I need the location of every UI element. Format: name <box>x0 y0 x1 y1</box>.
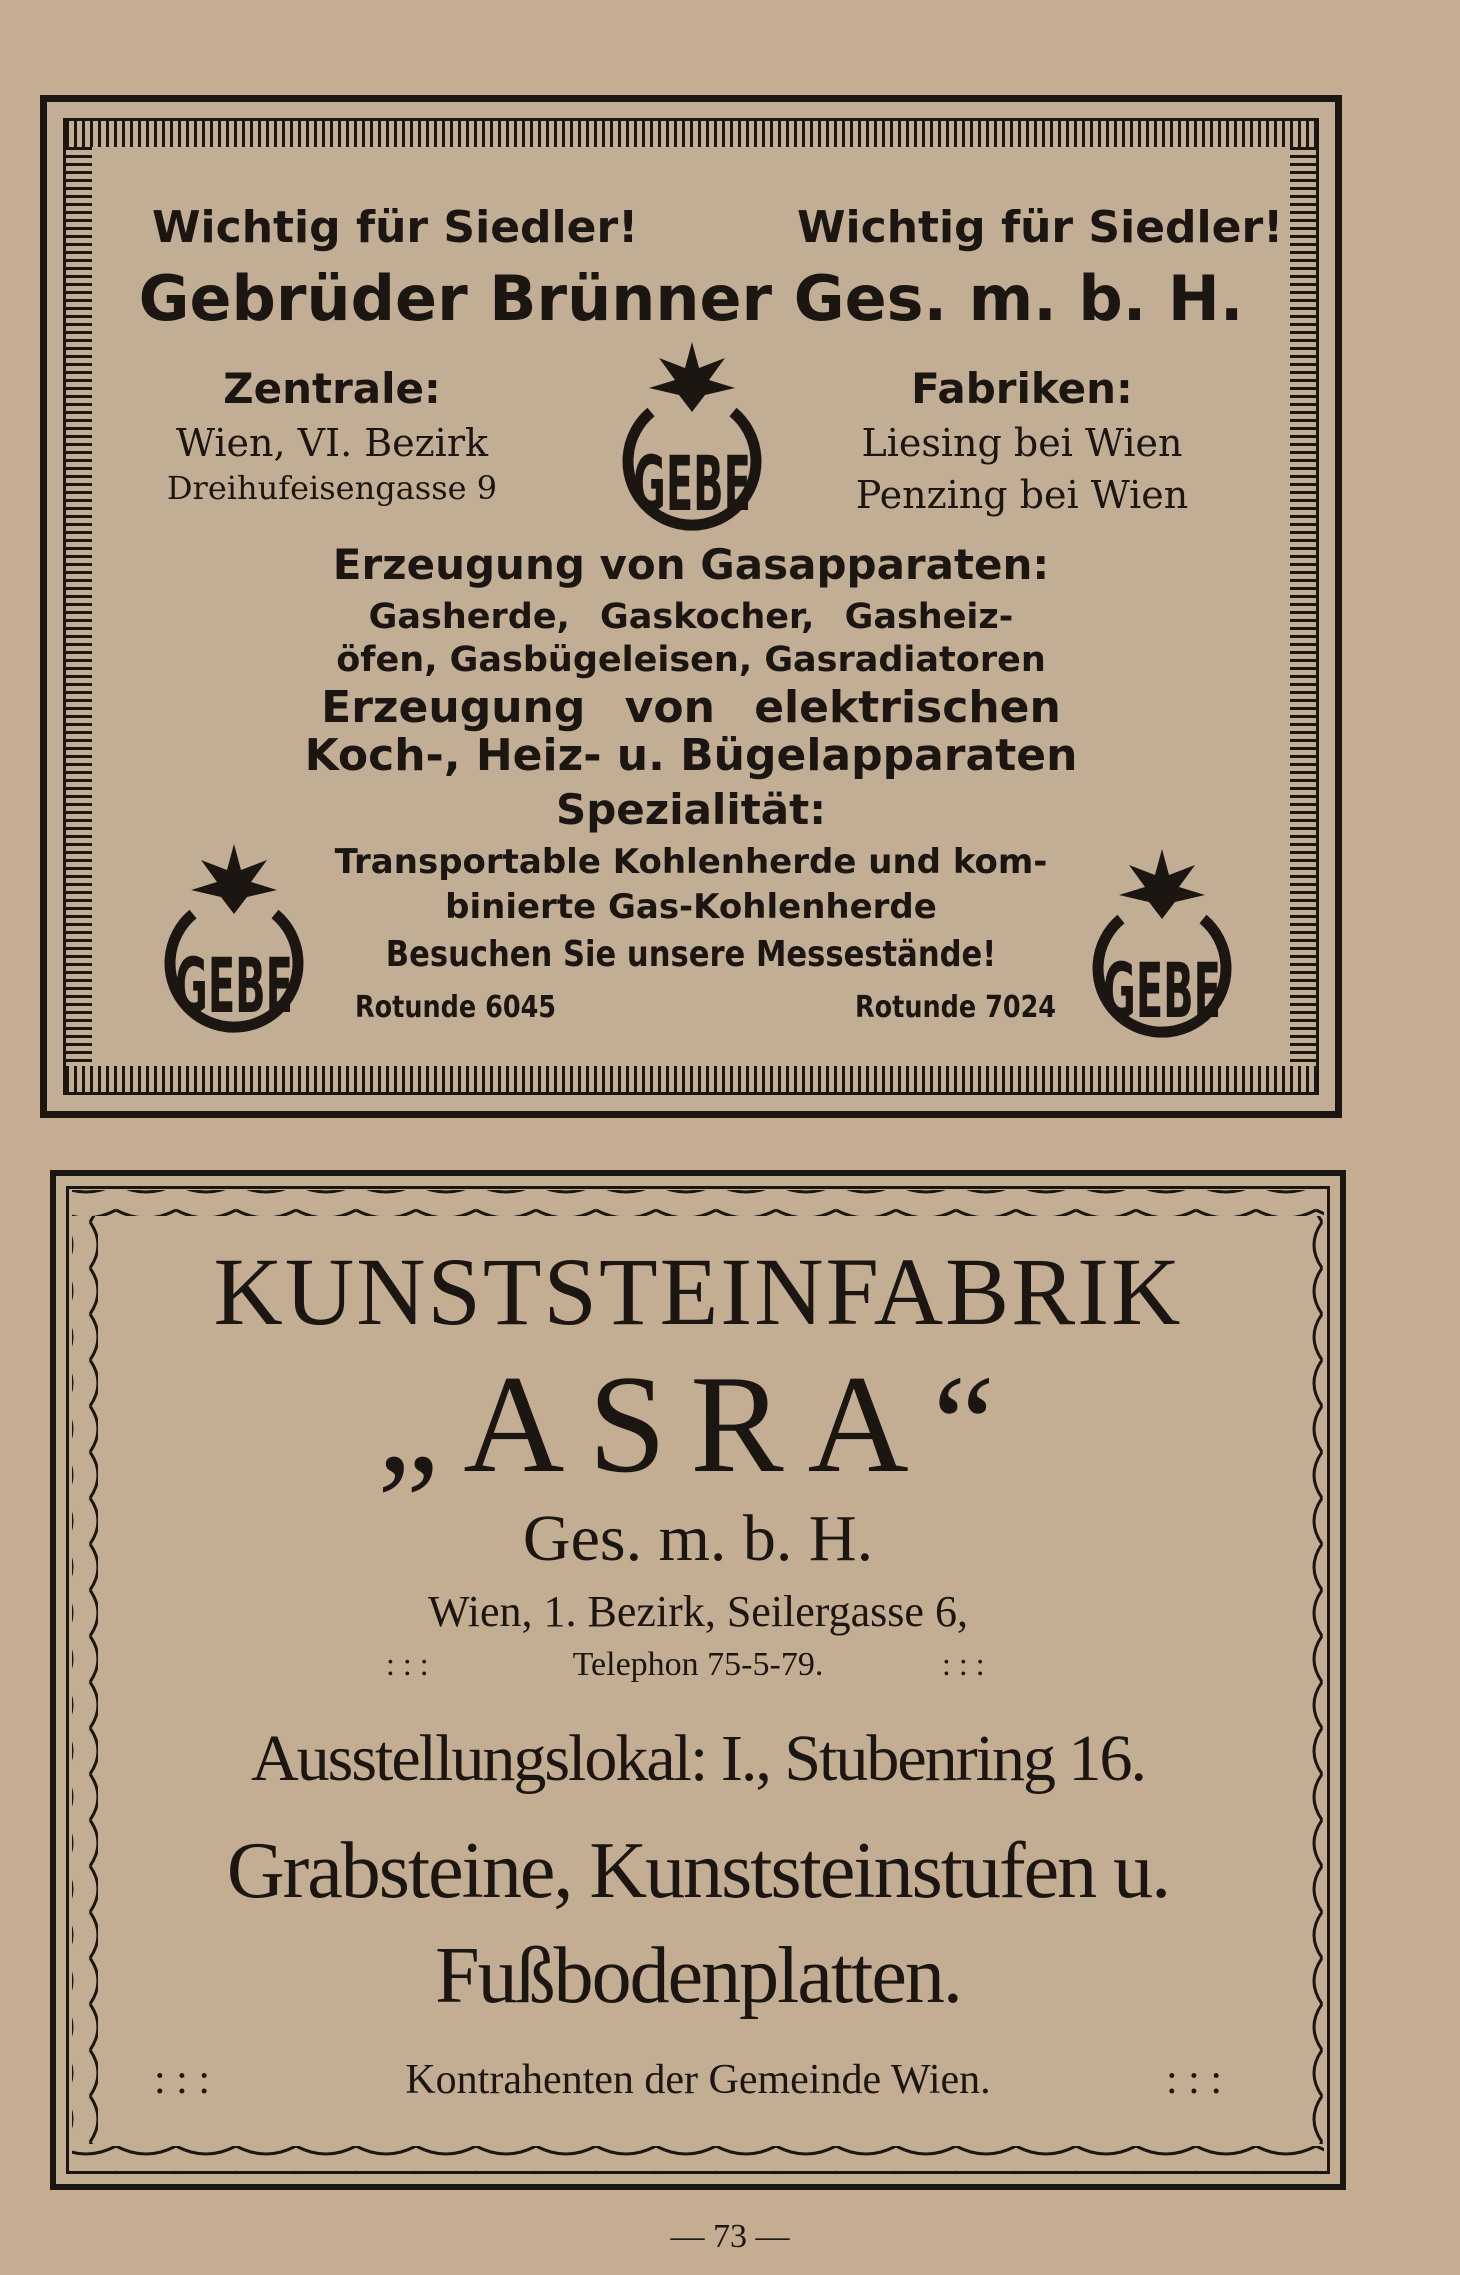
factories-block <box>822 364 1222 517</box>
electric-line1: Erzeugung von elektrischen <box>321 682 1061 733</box>
company-name: „ASRA“ <box>377 1347 1019 1502</box>
svg-text:GEBE: GEBE <box>633 439 751 528</box>
headquarters-block <box>147 364 517 507</box>
telephone: Telephon 75-5-79. <box>572 1646 824 1683</box>
gas-products-line1: Gasherde, Gaskocher, Gasheiz- <box>368 597 1014 637</box>
factories-heading: Fabriken: <box>911 364 1133 413</box>
footer-dots-right: : : : <box>1166 2057 1223 2103</box>
gebe-logo-left-icon <box>159 842 309 1036</box>
specialty-line1: Transportable Kohlenherde und kom- <box>334 842 1048 882</box>
svg-text:GEBE: GEBE <box>1103 946 1221 1035</box>
rotunde-right: Rotunde 7024 <box>855 990 1057 1025</box>
rotunde-left: Rotunde 6045 <box>355 990 557 1025</box>
products-line2: Fußbodenplatten. <box>435 1932 961 2020</box>
address: Wien, 1. Bezirk, Seilergasse 6, <box>428 1587 968 1636</box>
visit-invitation: Besuchen Sie unsere Messestände! <box>385 934 997 975</box>
ad-title: KUNSTSTEINFABRIK <box>213 1238 1183 1345</box>
dots-right: : : : <box>942 1646 985 1682</box>
gas-products-line2: öfen, Gasbügeleisen, Gasradiatoren <box>336 640 1046 680</box>
gebe-logo-icon <box>617 340 767 534</box>
asra-ad <box>50 1170 1346 2190</box>
headquarters-heading: Zentrale: <box>223 364 441 413</box>
dots-left: : : : <box>386 1646 429 1682</box>
footer-contractors: Kontrahenten der Gemeinde Wien. <box>405 2057 991 2103</box>
slogan-right: Wichtig für Siedler! <box>797 202 1284 253</box>
headquarters-city: Wien, VI. Bezirk <box>175 421 489 465</box>
svg-text:GEBE: GEBE <box>175 941 293 1030</box>
company-form: Ges. m. b. H. <box>522 1502 874 1575</box>
exhibition-location: Ausstellungslokal: I., Stubenring 16. <box>251 1722 1145 1795</box>
headquarters-street: Dreihufeisengasse 9 <box>166 469 498 507</box>
page-number: — 73 — <box>670 2218 790 2255</box>
factory-penzing: Penzing bei Wien <box>855 473 1189 517</box>
slogan-left: Wichtig für Siedler! <box>152 202 639 253</box>
footer-dots-left: : : : <box>154 2057 211 2103</box>
gebrueder-bruenner-ad <box>40 95 1342 1118</box>
gas-heading: Erzeugung von Gasapparaten: <box>332 540 1050 589</box>
specialty-line2: binierte Gas-Kohlenherde <box>445 887 937 927</box>
company-name: Gebrüder Brünner Ges. m. b. H. <box>138 262 1244 335</box>
gebe-logo-right-icon <box>1087 847 1237 1041</box>
products-line1: Grabsteine, Kunststeinstufen u. <box>226 1827 1170 1915</box>
factory-liesing: Liesing bei Wien <box>861 421 1183 465</box>
electric-line2: Koch-, Heiz- u. Bügelapparaten <box>304 730 1078 781</box>
specialty-heading: Spezialität: <box>555 785 827 834</box>
